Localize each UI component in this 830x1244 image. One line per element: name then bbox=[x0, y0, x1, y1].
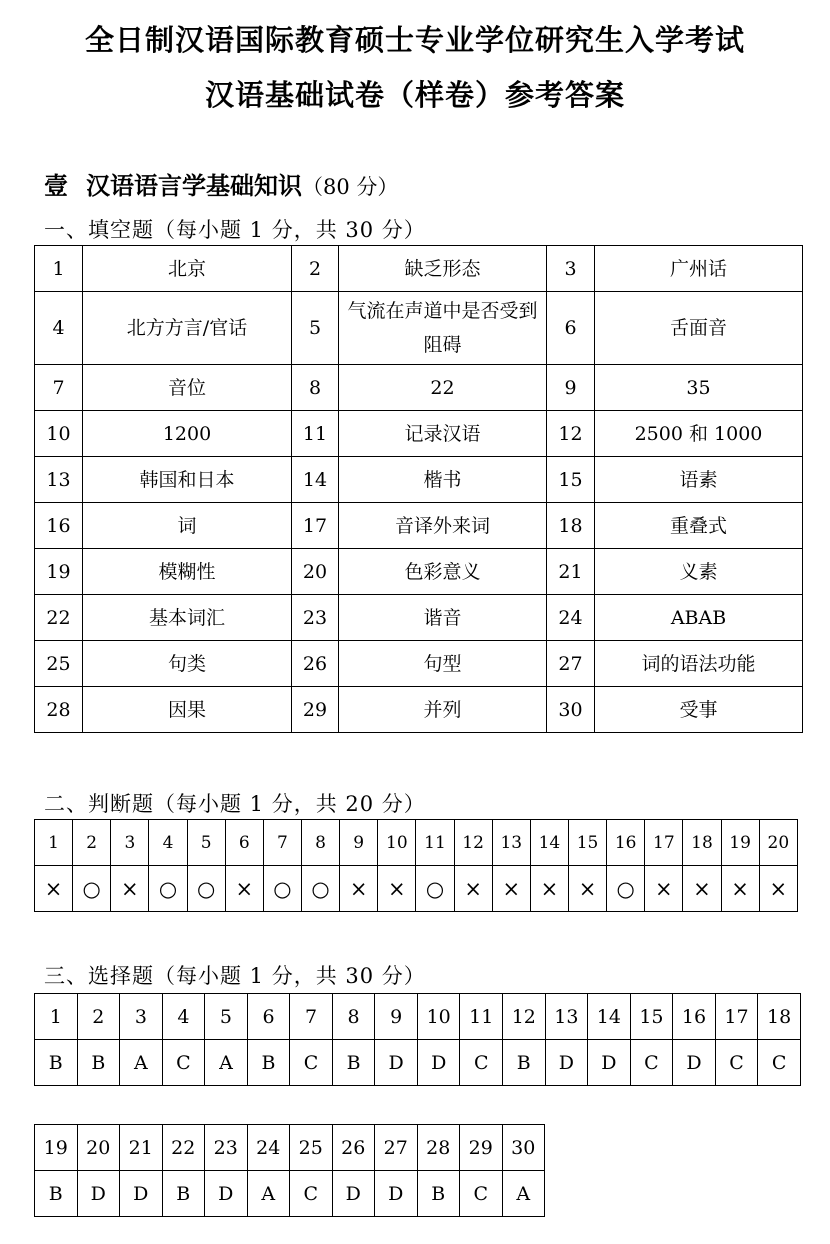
question-number: 28 bbox=[417, 1125, 460, 1171]
question-number: 1 bbox=[35, 246, 83, 292]
question-number: 20 bbox=[292, 549, 339, 595]
question-number: 26 bbox=[292, 641, 339, 687]
answer-cell: 韩国和日本 bbox=[83, 457, 292, 503]
question-number: 27 bbox=[375, 1125, 418, 1171]
answer-cell: C bbox=[460, 1171, 503, 1217]
answer-cell: D bbox=[120, 1171, 163, 1217]
question-number: 26 bbox=[332, 1125, 375, 1171]
answer-mark: × bbox=[225, 866, 263, 912]
question-number: 13 bbox=[35, 457, 83, 503]
answer-cell: 22 bbox=[339, 365, 547, 411]
answer-cell: C bbox=[290, 1040, 333, 1086]
question-number: 20 bbox=[759, 820, 797, 866]
question-number: 22 bbox=[162, 1125, 205, 1171]
question-number: 3 bbox=[547, 246, 595, 292]
question-number: 2 bbox=[77, 994, 120, 1040]
question-number: 17 bbox=[715, 994, 758, 1040]
question-number: 5 bbox=[205, 994, 248, 1040]
answer-cell: C bbox=[630, 1040, 673, 1086]
answer-cell: 语素 bbox=[595, 457, 803, 503]
answer-cell: 句类 bbox=[83, 641, 292, 687]
answer-cell: C bbox=[162, 1040, 205, 1086]
answer-mark: × bbox=[530, 866, 568, 912]
question-number: 11 bbox=[292, 411, 339, 457]
answer-cell: D bbox=[545, 1040, 588, 1086]
answer-cell: C bbox=[715, 1040, 758, 1086]
question-number: 18 bbox=[758, 994, 801, 1040]
document-subtitle: 汉语基础试卷（样卷）参考答案 bbox=[204, 78, 625, 112]
question-number: 6 bbox=[225, 820, 263, 866]
answer-cell: D bbox=[673, 1040, 716, 1086]
answer-cell: D bbox=[375, 1171, 418, 1217]
answer-cell: A bbox=[120, 1040, 163, 1086]
question-number: 7 bbox=[263, 820, 301, 866]
table-row bbox=[35, 1040, 801, 1086]
answer-mark: ○ bbox=[607, 866, 645, 912]
answer-mark: × bbox=[645, 866, 683, 912]
answer-cell: C bbox=[290, 1171, 333, 1217]
question-number: 23 bbox=[205, 1125, 248, 1171]
answer-cell: 义素 bbox=[595, 549, 803, 595]
answer-mark: ○ bbox=[149, 866, 187, 912]
choice-answer-table-1 bbox=[34, 993, 801, 1086]
question-number: 4 bbox=[35, 292, 83, 365]
question-number: 27 bbox=[547, 641, 595, 687]
question-number: 10 bbox=[378, 820, 416, 866]
question-number: 16 bbox=[673, 994, 716, 1040]
table-row bbox=[35, 641, 803, 687]
answer-cell: B bbox=[332, 1040, 375, 1086]
fill-in-answer-table bbox=[34, 245, 803, 733]
answer-cell: 色彩意义 bbox=[339, 549, 547, 595]
table-row bbox=[35, 820, 798, 866]
question-number: 17 bbox=[292, 503, 339, 549]
question-number: 28 bbox=[35, 687, 83, 733]
answer-mark: × bbox=[35, 866, 73, 912]
question-number: 14 bbox=[292, 457, 339, 503]
answer-cell: A bbox=[247, 1171, 290, 1217]
question-number: 15 bbox=[547, 457, 595, 503]
answer-cell: 因果 bbox=[83, 687, 292, 733]
question-number: 17 bbox=[645, 820, 683, 866]
table-row bbox=[35, 1171, 545, 1217]
answer-cell: 缺乏形态 bbox=[339, 246, 547, 292]
question-number: 5 bbox=[292, 292, 339, 365]
question-number: 6 bbox=[247, 994, 290, 1040]
table-row bbox=[35, 365, 803, 411]
answer-cell: B bbox=[417, 1171, 460, 1217]
answer-cell: 1200 bbox=[83, 411, 292, 457]
question-number: 8 bbox=[292, 365, 339, 411]
question-number: 12 bbox=[454, 820, 492, 866]
answer-mark: × bbox=[378, 866, 416, 912]
table-row bbox=[35, 866, 798, 912]
table-row bbox=[35, 246, 803, 292]
question-number: 2 bbox=[292, 246, 339, 292]
answer-cell: ABAB bbox=[595, 595, 803, 641]
question-number: 24 bbox=[547, 595, 595, 641]
choice-heading: 三、选择题（每小题 1 分，共 30 分） bbox=[44, 964, 426, 988]
question-number: 19 bbox=[35, 1125, 78, 1171]
answer-cell: C bbox=[460, 1040, 503, 1086]
answer-cell: 楷书 bbox=[339, 457, 547, 503]
question-number: 19 bbox=[721, 820, 759, 866]
question-number: 30 bbox=[502, 1125, 545, 1171]
answer-cell: A bbox=[502, 1171, 545, 1217]
answer-cell: 北方方言/官话 bbox=[83, 292, 292, 365]
answer-cell: 记录汉语 bbox=[339, 411, 547, 457]
answer-mark: × bbox=[492, 866, 530, 912]
question-number: 18 bbox=[683, 820, 721, 866]
answer-cell: 音位 bbox=[83, 365, 292, 411]
answer-cell: 气流在声道中是否受到阻碍 bbox=[339, 292, 547, 365]
question-number: 3 bbox=[111, 820, 149, 866]
answer-cell: 基本词汇 bbox=[83, 595, 292, 641]
question-number: 15 bbox=[630, 994, 673, 1040]
answer-cell: 35 bbox=[595, 365, 803, 411]
question-number: 15 bbox=[568, 820, 606, 866]
question-number: 13 bbox=[545, 994, 588, 1040]
answer-cell: A bbox=[205, 1040, 248, 1086]
question-number: 12 bbox=[503, 994, 546, 1040]
answer-mark: ○ bbox=[263, 866, 301, 912]
answer-mark: × bbox=[454, 866, 492, 912]
question-number: 8 bbox=[301, 820, 339, 866]
question-number: 1 bbox=[35, 994, 78, 1040]
question-number: 9 bbox=[340, 820, 378, 866]
answer-cell: D bbox=[375, 1040, 418, 1086]
question-number: 2 bbox=[73, 820, 111, 866]
table-row bbox=[35, 457, 803, 503]
question-number: 5 bbox=[187, 820, 225, 866]
answer-cell: 并列 bbox=[339, 687, 547, 733]
question-number: 6 bbox=[547, 292, 595, 365]
answer-cell: D bbox=[417, 1040, 460, 1086]
question-number: 16 bbox=[607, 820, 645, 866]
answer-cell: B bbox=[35, 1040, 78, 1086]
table-row bbox=[35, 292, 803, 365]
answer-cell: 舌面音 bbox=[595, 292, 803, 365]
question-number: 16 bbox=[35, 503, 83, 549]
question-number: 4 bbox=[162, 994, 205, 1040]
question-number: 12 bbox=[547, 411, 595, 457]
question-number: 22 bbox=[35, 595, 83, 641]
question-number: 24 bbox=[247, 1125, 290, 1171]
answer-mark: ○ bbox=[416, 866, 454, 912]
section-heading bbox=[44, 166, 398, 201]
table-row bbox=[35, 503, 803, 549]
answer-cell: 重叠式 bbox=[595, 503, 803, 549]
question-number: 14 bbox=[588, 994, 631, 1040]
answer-mark: × bbox=[111, 866, 149, 912]
answer-mark: ○ bbox=[301, 866, 339, 912]
answer-cell: 音译外来词 bbox=[339, 503, 547, 549]
answer-cell: B bbox=[503, 1040, 546, 1086]
fill-in-heading: 一、填空题（每小题 1 分，共 30 分） bbox=[44, 218, 426, 242]
answer-cell: 词 bbox=[83, 503, 292, 549]
table-row bbox=[35, 687, 803, 733]
answer-cell: 句型 bbox=[339, 641, 547, 687]
answer-cell: C bbox=[758, 1040, 801, 1086]
answer-cell: 谐音 bbox=[339, 595, 547, 641]
question-number: 9 bbox=[375, 994, 418, 1040]
question-number: 29 bbox=[292, 687, 339, 733]
choice-answer-table-2 bbox=[34, 1124, 545, 1217]
question-number: 11 bbox=[416, 820, 454, 866]
answer-cell: 受事 bbox=[595, 687, 803, 733]
answer-cell: D bbox=[77, 1171, 120, 1217]
answer-cell: 广州话 bbox=[595, 246, 803, 292]
question-number: 7 bbox=[35, 365, 83, 411]
question-number: 10 bbox=[35, 411, 83, 457]
section-points: （80 分） bbox=[302, 175, 399, 199]
question-number: 14 bbox=[530, 820, 568, 866]
table-row bbox=[35, 595, 803, 641]
answer-cell: B bbox=[77, 1040, 120, 1086]
answer-cell: D bbox=[205, 1171, 248, 1217]
answer-mark: × bbox=[721, 866, 759, 912]
question-number: 25 bbox=[35, 641, 83, 687]
answer-cell: 词的语法功能 bbox=[595, 641, 803, 687]
answer-cell: D bbox=[588, 1040, 631, 1086]
question-number: 10 bbox=[417, 994, 460, 1040]
question-number: 20 bbox=[77, 1125, 120, 1171]
section-name: 汉语语言学基础知识 bbox=[86, 172, 302, 200]
question-number: 18 bbox=[547, 503, 595, 549]
answer-cell: B bbox=[162, 1171, 205, 1217]
question-number: 9 bbox=[547, 365, 595, 411]
question-number: 25 bbox=[290, 1125, 333, 1171]
true-false-heading: 二、判断题（每小题 1 分，共 20 分） bbox=[44, 792, 426, 816]
answer-mark: ○ bbox=[73, 866, 111, 912]
answer-mark: × bbox=[340, 866, 378, 912]
answer-mark: × bbox=[568, 866, 606, 912]
question-number: 11 bbox=[460, 994, 503, 1040]
table-row bbox=[35, 994, 801, 1040]
question-number: 1 bbox=[35, 820, 73, 866]
answer-cell: B bbox=[247, 1040, 290, 1086]
true-false-answer-table bbox=[34, 819, 798, 912]
question-number: 8 bbox=[332, 994, 375, 1040]
question-number: 30 bbox=[547, 687, 595, 733]
question-number: 23 bbox=[292, 595, 339, 641]
question-number: 29 bbox=[460, 1125, 503, 1171]
question-number: 19 bbox=[35, 549, 83, 595]
answer-cell: B bbox=[35, 1171, 78, 1217]
question-number: 7 bbox=[290, 994, 333, 1040]
section-number: 壹 bbox=[44, 172, 68, 200]
question-number: 13 bbox=[492, 820, 530, 866]
answer-mark: × bbox=[759, 866, 797, 912]
question-number: 4 bbox=[149, 820, 187, 866]
question-number: 21 bbox=[120, 1125, 163, 1171]
answer-cell: 模糊性 bbox=[83, 549, 292, 595]
question-number: 21 bbox=[547, 549, 595, 595]
table-row bbox=[35, 411, 803, 457]
table-row bbox=[35, 549, 803, 595]
answer-mark: × bbox=[683, 866, 721, 912]
table-row bbox=[35, 1125, 545, 1171]
document-title: 全日制汉语国际教育硕士专业学位研究生入学考试 bbox=[84, 23, 745, 57]
answer-cell: 2500 和 1000 bbox=[595, 411, 803, 457]
answer-cell: D bbox=[332, 1171, 375, 1217]
answer-cell: 北京 bbox=[83, 246, 292, 292]
answer-mark: ○ bbox=[187, 866, 225, 912]
question-number: 3 bbox=[120, 994, 163, 1040]
